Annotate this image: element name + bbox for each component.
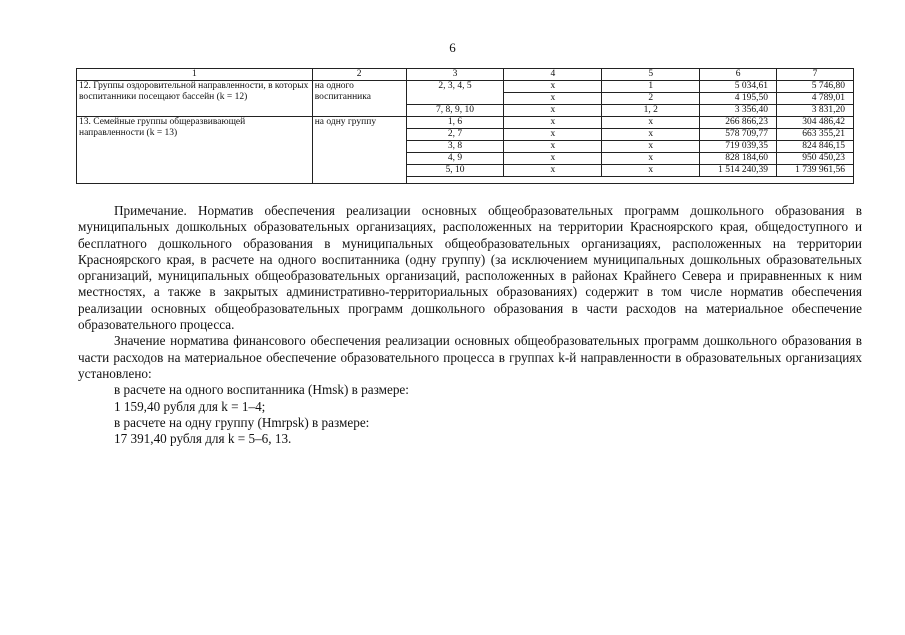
value-cell: 5 746,80	[777, 81, 854, 93]
header-cell: 6	[700, 69, 777, 81]
cell: 5, 10	[406, 165, 504, 177]
norm-item: в расчете на одного воспитанника (Hmsk) в размере:	[114, 382, 409, 398]
table-row	[77, 81, 854, 93]
header-cell: 7	[777, 69, 854, 81]
group-name-cell: 13. Семейные группы общеразвивающей направленности (k = 13)	[77, 117, 313, 184]
value-cell: 719 039,35	[700, 141, 777, 153]
cell: х	[504, 141, 602, 153]
norm-table	[76, 68, 854, 184]
value-cell: 266 866,23	[700, 117, 777, 129]
cell: х	[602, 153, 700, 165]
value-cell: 578 709,77	[700, 129, 777, 141]
cell: х	[504, 105, 602, 117]
cell: 3, 8	[406, 141, 504, 153]
norm-item: 17 391,40 рубля для k = 5–6, 13.	[114, 431, 292, 447]
cell: 2	[602, 93, 700, 105]
cell: х	[602, 129, 700, 141]
cell: х	[602, 141, 700, 153]
cell: 1	[602, 81, 700, 93]
norm-item: 1 159,40 рубля для k = 1–4;	[114, 398, 266, 414]
value-cell: 4 789,01	[777, 93, 854, 105]
value-cell: 950 450,23	[777, 153, 854, 165]
table-header-row	[77, 69, 854, 81]
cell: х	[504, 93, 602, 105]
header-cell: 5	[602, 69, 700, 81]
cell: 7, 8, 9, 10	[406, 105, 504, 117]
cell: х	[602, 117, 700, 129]
cell: х	[504, 117, 602, 129]
value-cell: 1 514 240,39	[700, 165, 777, 177]
norm-item: в расчете на одну группу (Hmrpsk) в размере:	[114, 414, 370, 430]
cell: х	[504, 81, 602, 93]
note-section	[78, 203, 862, 447]
value-cell: 5 034,61	[700, 81, 777, 93]
page-number: 6	[449, 40, 456, 55]
value-cell: 824 846,15	[777, 141, 854, 153]
header-cell: 4	[504, 69, 602, 81]
cell: х	[504, 153, 602, 165]
cell: 2, 7	[406, 129, 504, 141]
cell: 4, 9	[406, 153, 504, 165]
group-name-cell: 12. Группы оздоровительной направленности, в которых воспитанники посещают бассейн (k = 12)	[77, 81, 313, 117]
note-paragraph: Примечание. Норматив обеспечения реализации основных общеобразовательных программ дошкольного образования в муниципальных дошкольных образовательных организациях, расположенных на территории Красноярского края, общедоступного и бесплатного дошкольного образования в муниципальных общеобразовательных организациях, расположенных на территории Красноярского края, в расчете на одного воспитанника (одну группу) (за исключением муниципальных дошкольных образовательных организаций, муниципальных общеобразовательных организаций, расположенных в районах Крайнего Севера и приравненных к ним местностях, а также в закрытых административно-территориальных образованиях) содержит в том числе норматив обеспечения реализации основных общеобразовательных программ дошкольного образования в части расходов на материальное обеспечение образовательного процесса.	[78, 203, 862, 333]
value-cell: 304 486,42	[777, 117, 854, 129]
value-cell: 663 355,21	[777, 129, 854, 141]
value-cell: 4 195,50	[700, 93, 777, 105]
header-cell: 1	[77, 69, 313, 81]
norm-value-paragraph: Значение норматива финансового обеспечения реализации основных общеобразовательных программ дошкольного образования в части расходов на материальное обеспечение образовательного процесса в группах k-й направленности в образовательных организациях установлено:	[78, 333, 862, 381]
header-cell: 2	[312, 69, 406, 81]
cell: х	[504, 165, 602, 177]
cell: х	[602, 165, 700, 177]
value-cell: 3 356,40	[700, 105, 777, 117]
unit-cell: на одну группу	[312, 117, 406, 184]
value-cell: 828 184,60	[700, 153, 777, 165]
table-row	[77, 117, 854, 129]
cell: 1, 6	[406, 117, 504, 129]
cell: 2, 3, 4, 5	[406, 81, 504, 105]
header-cell: 3	[406, 69, 504, 81]
value-cell: 1 739 961,56	[777, 165, 854, 177]
value-cell: 3 831,20	[777, 105, 854, 117]
unit-cell: на одного воспитанника	[312, 81, 406, 117]
cell: х	[504, 129, 602, 141]
cell: 1, 2	[602, 105, 700, 117]
